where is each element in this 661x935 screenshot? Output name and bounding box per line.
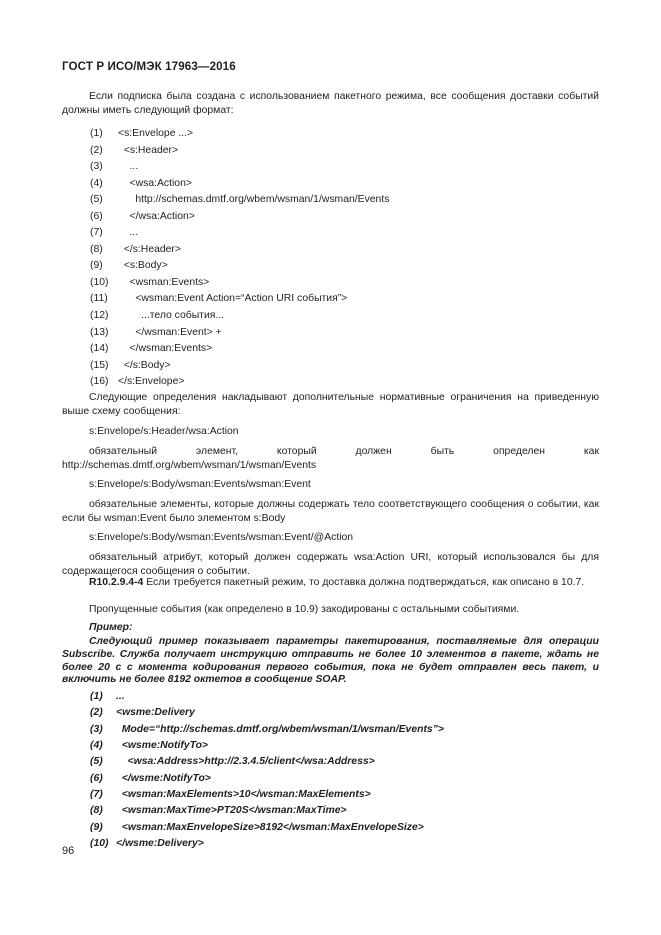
intro-paragraph: Если подписка была создана с использованием пакетного режима, все сообщения доставки событий должны иметь следующий формат: <box>62 91 599 116</box>
code-text: <wsman:MaxElements>10</wsman:MaxElements> <box>116 789 371 801</box>
code-text: </s:Envelope> <box>118 376 185 388</box>
code-line <box>90 308 389 325</box>
line-number: (6) <box>90 772 103 784</box>
code-text: <wsman:MaxEnvelopeSize>8192</wsman:MaxEnvelopeSize> <box>116 821 424 833</box>
code-text: http://schemas.dmtf.org/wbem/wsman/1/wsman/Events <box>118 194 390 206</box>
definition-path-1: s:Envelope/s:Header/wsa:Action <box>89 426 239 437</box>
code-line <box>90 787 444 803</box>
line-number: (4) <box>90 740 103 752</box>
code-line <box>90 126 389 143</box>
code-line <box>90 275 389 292</box>
code-text: </wsme:NotifyTo> <box>116 772 211 784</box>
code-listing-1 <box>90 126 389 391</box>
line-number: (11) <box>90 293 108 305</box>
code-line <box>90 722 444 738</box>
code-text: </s:Body> <box>118 359 171 371</box>
constraints-paragraph: Следующие определения накладывают дополнительные нормативные ограничения на приведенную выше схему сообщения: <box>62 392 599 417</box>
document-header: ГОСТ Р ИСО/МЭК 17963—2016 <box>62 60 236 73</box>
code-line <box>90 738 444 754</box>
code-line <box>90 291 389 308</box>
code-text: <s:Envelope ...> <box>118 128 194 139</box>
definition-path-2: s:Envelope/s:Body/wsman:Events/wsman:Event <box>89 479 311 490</box>
dropped-events-paragraph: Пропущенные события (как определено в 10.9) закодированы с остальными событиями. <box>89 604 520 615</box>
code-line <box>90 159 389 176</box>
code-line <box>90 209 389 226</box>
definition-desc-1: обязательный элемент, который должен быть определен как http://schemas.dmtf.org/wbem/wsman/1/wsman/Events <box>62 446 599 471</box>
page-number: 96 <box>62 845 75 857</box>
code-line <box>90 820 444 836</box>
line-number: (7) <box>90 227 103 239</box>
code-line <box>90 689 444 705</box>
code-text: <s:Body> <box>118 260 168 272</box>
requirement-paragraph <box>62 576 599 590</box>
code-line <box>90 374 389 391</box>
example-label: Пример: <box>89 622 133 633</box>
code-text: ...тело события... <box>118 310 225 322</box>
definition-desc-2: обязательные элементы, которые должны содержать тело соответствующего сообщения о событии, как если бы wsman:Event было элементом s:Body <box>62 499 599 524</box>
code-text: ... <box>116 691 125 702</box>
code-line <box>90 143 389 160</box>
line-number: (16) <box>90 376 109 388</box>
line-number: (1) <box>90 128 103 139</box>
code-text: </s:Header> <box>118 243 181 255</box>
code-text: </wsman:Event> + <box>118 326 222 338</box>
line-number: (13) <box>90 326 109 338</box>
line-number: (10) <box>90 276 109 288</box>
line-number: (10) <box>90 838 109 850</box>
code-text: <wsa:Address>http://2.3.4.5/client</wsa:Address> <box>116 756 375 768</box>
line-number: (7) <box>90 789 103 801</box>
code-line <box>90 225 389 242</box>
line-number: (6) <box>90 210 103 222</box>
code-listing-2 <box>90 689 444 852</box>
definition-path-3: s:Envelope/s:Body/wsman:Events/wsman:Event/@Action <box>89 532 354 543</box>
code-text: <wsa:Action> <box>118 177 192 189</box>
code-line <box>90 803 444 819</box>
line-number: (9) <box>90 260 103 272</box>
line-number: (4) <box>90 177 103 189</box>
line-number: (9) <box>90 821 103 833</box>
line-number: (8) <box>90 805 103 817</box>
code-text: </wsa:Action> <box>118 210 195 222</box>
code-text: </wsman:Events> <box>118 343 213 355</box>
line-number: (15) <box>90 359 109 371</box>
code-line <box>90 705 444 721</box>
code-line <box>90 325 389 342</box>
line-number: (3) <box>90 161 103 173</box>
requirement-text: Если требуется пакетный режим, то доставка должна подтверждаться, как описано в 10.7. <box>143 577 585 588</box>
code-text: <wsman:MaxTime>PT20S</wsman:MaxTime> <box>116 805 347 817</box>
code-line <box>90 341 389 358</box>
line-number: (12) <box>90 310 109 322</box>
example-description: Следующий пример показывает параметры пакетирования, поставляемые для операции Subscribe. Служба получает инструкцию отправить не более 10 элементов в пакете, ждать не более 20 с с момента кодирования первого события, пока не будет отправлен весь пакет, и включить не более 8192 октетов в сообщение SOAP. <box>62 636 599 686</box>
code-text: <wsme:NotifyTo> <box>116 740 208 752</box>
line-number: (8) <box>90 243 103 255</box>
code-line <box>90 771 444 787</box>
line-number: (5) <box>90 194 103 206</box>
line-number: (2) <box>90 144 103 156</box>
code-line <box>90 358 389 375</box>
line-number: (2) <box>90 707 103 719</box>
line-number: (5) <box>90 756 103 768</box>
requirement-id: R10.2.9.4-4 <box>89 577 144 588</box>
code-text: <wsme:Delivery <box>116 707 195 719</box>
code-text: ... <box>118 227 139 239</box>
code-line <box>90 192 389 209</box>
definition-desc-3: обязательный атрибут, который должен содержать wsa:Action URI, который использовался бы для содержащегося сообщения о событии. <box>62 552 599 577</box>
code-text: <wsman:Event Action=“Action URI события”> <box>118 293 348 305</box>
code-text: <wsman:Events> <box>118 276 210 288</box>
code-line <box>90 242 389 259</box>
code-text: ... <box>118 161 139 173</box>
code-line <box>90 836 444 852</box>
code-line <box>90 176 389 193</box>
line-number: (14) <box>90 343 109 355</box>
code-line <box>90 258 389 275</box>
code-text: Mode=“http://schemas.dmtf.org/wbem/wsman/1/wsman/Events”> <box>116 723 444 735</box>
code-text: <s:Header> <box>118 144 179 156</box>
code-text: </wsme:Delivery> <box>116 838 204 850</box>
code-line <box>90 754 444 770</box>
line-number: (1) <box>90 691 103 702</box>
line-number: (3) <box>90 723 103 735</box>
